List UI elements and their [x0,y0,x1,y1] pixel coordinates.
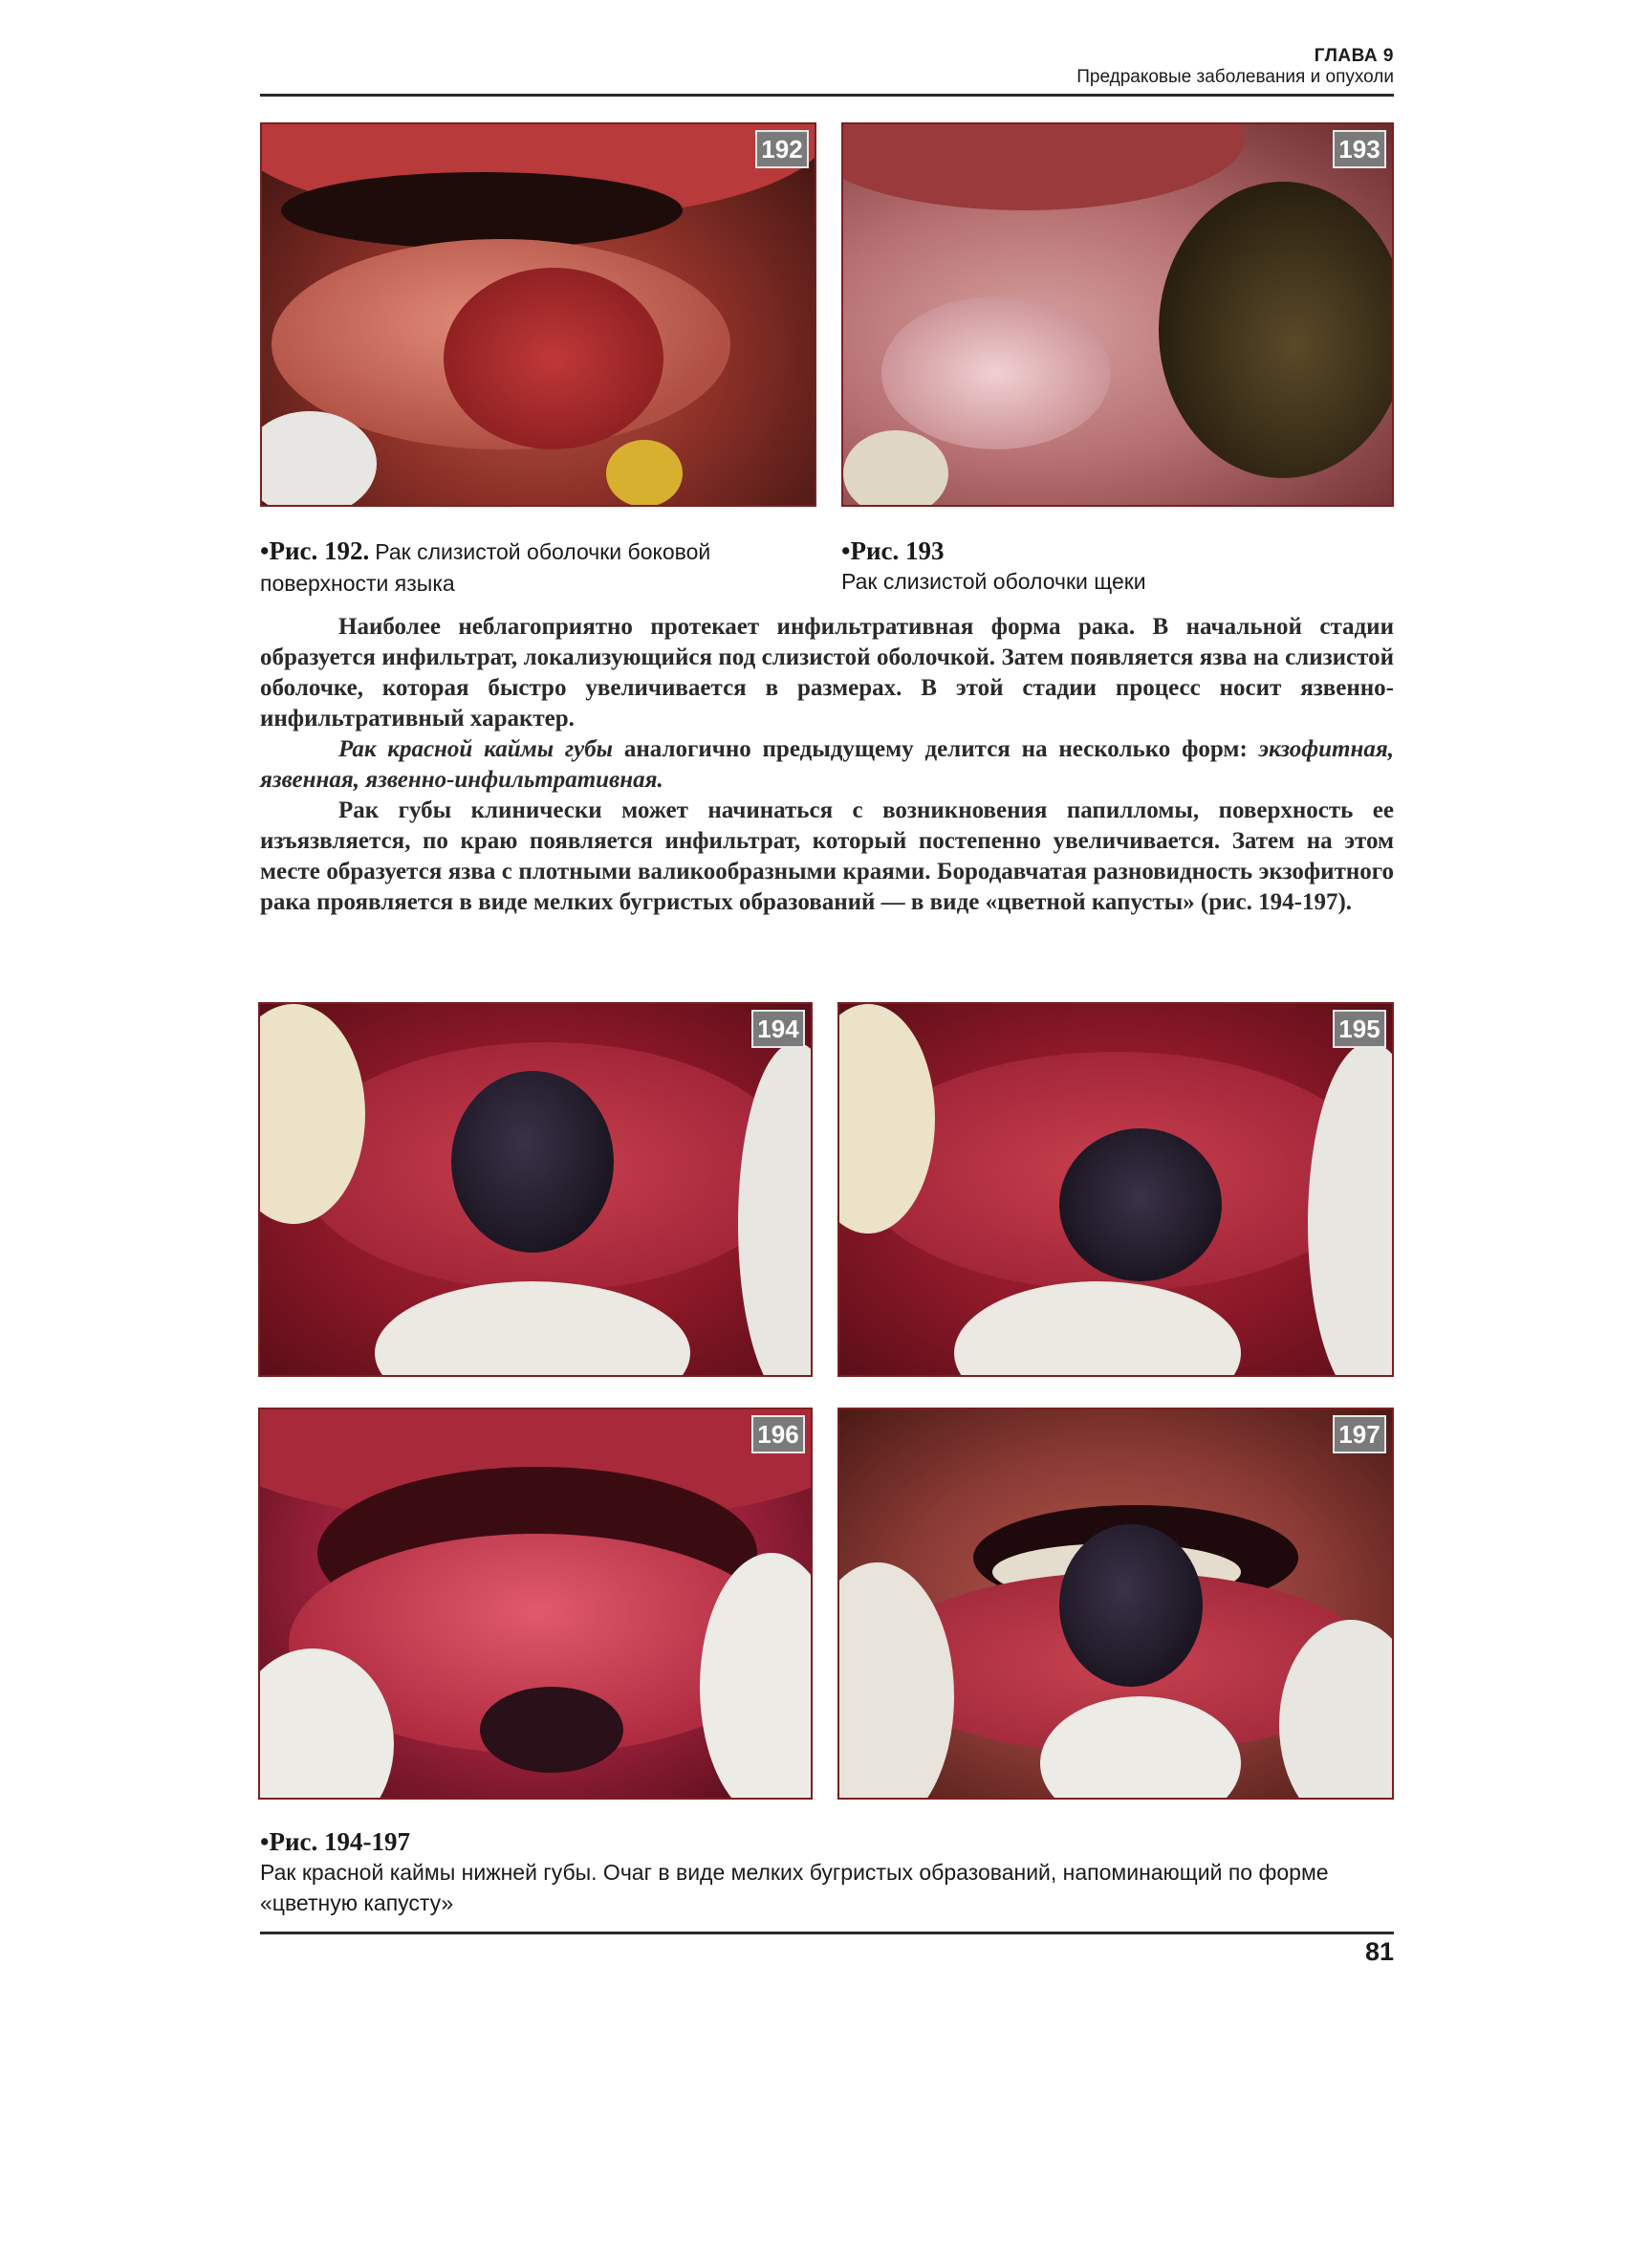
caption-194-197-text: Рак красной каймы нижней губы. Очаг в виде мелких бугристых образований, напоминающий по форме «цветную капусту» [260,1860,1329,1915]
paragraph-3: Рак губы клинически может начинаться с возникновения папилломы, поверхность ее изъязвляется, по краю появляется инфильтрат, который постепенно увеличивается. Затем на этом месте образуется язва с плотными валикообразными краями. Бородавчатая разновидность экзофитного рака проявляется в виде мелких бугристых образований — в виде «цветной капусты» (рис. 194-197). [260,797,1394,915]
figure-number-194: 194 [751,1010,805,1048]
caption-193 [841,535,1394,597]
paragraph-1: Наиболее неблагоприятно протекает инфильтративная форма рака. В начальной стадии образуется инфильтрат, локализующийся под слизистой оболочкой. Затем появляется язва на слизистой оболочке, которая быстро увеличивается в размерах. В этой стадии процесс носит язвенно-инфильтративный характер. [260,614,1394,731]
caption-192-label: •Рис. 192. [260,536,370,565]
caption-194-197 [260,1826,1394,1918]
chapter-subtitle: Предраковые заболевания и опухоли [1076,67,1394,87]
body-text [260,612,1394,918]
caption-194-197-label: •Рис. 194-197 [260,1827,410,1856]
photo-196 [258,1408,813,1800]
footer-rule [260,1932,1394,1934]
page-number: 81 [1364,1937,1394,1966]
chapter-title: ГЛАВА 9 [1314,46,1394,66]
caption-192 [260,535,815,600]
caption-192-text: Рак слизистой оболочки боковой поверхности языка [260,539,711,596]
figure-number-195: 195 [1333,1010,1386,1048]
photo-194 [258,1002,813,1377]
caption-193-label: •Рис. 193 [841,536,945,565]
paragraph-2-forms: экзофитная, язвенная, язвенно-инфильтративная. [260,736,1394,793]
figure-number-192: 192 [755,130,809,168]
figure-number-197: 197 [1333,1415,1386,1453]
paragraph-2-text: аналогично предыдущему делится на несколько форм: [613,736,1259,762]
paragraph-2 [260,734,1394,796]
figure-number-196: 196 [751,1415,805,1453]
photo-195 [837,1002,1394,1377]
paragraph-2-term: Рак красной каймы губы [338,736,614,762]
photo-193 [841,122,1394,507]
caption-193-text: Рак слизистой оболочки щеки [841,569,1146,594]
figure-number-193: 193 [1333,130,1386,168]
photo-197 [837,1408,1394,1800]
photo-192 [260,122,816,507]
header-rule [260,94,1394,97]
